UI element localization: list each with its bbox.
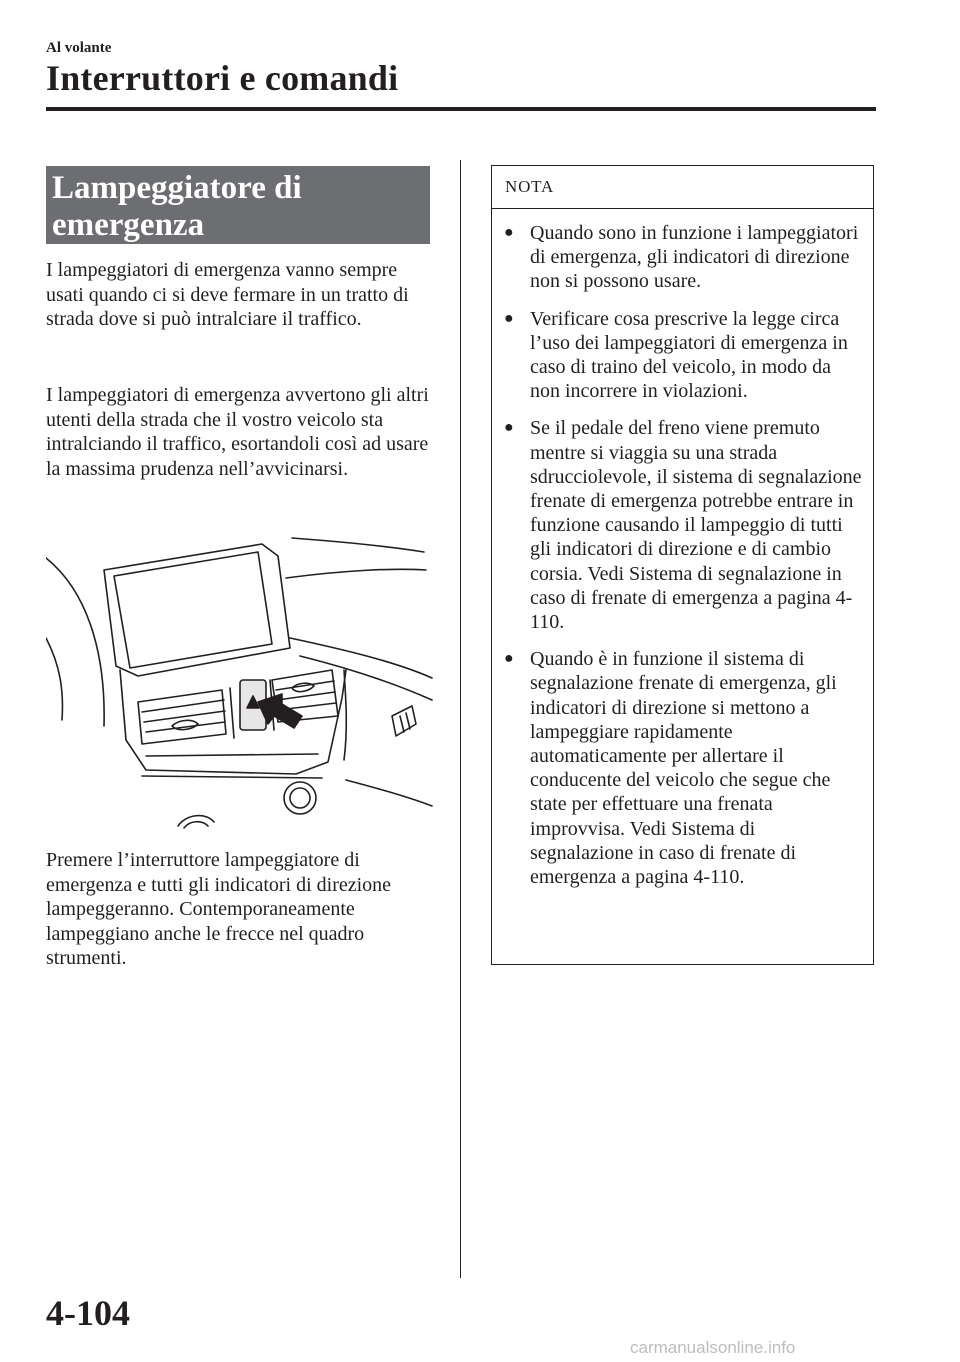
watermark: carmanualsonline.info (630, 1338, 796, 1357)
vent-slat (277, 692, 335, 700)
lower-knob (178, 816, 214, 826)
dashboard-upper-contour (286, 569, 426, 578)
note-item (504, 647, 863, 889)
vent-slat (142, 700, 224, 712)
page-title: Interruttori e comandi (46, 58, 399, 98)
page-number: 4-104 (46, 1293, 130, 1333)
control-knob-inner (290, 788, 310, 808)
chapter-label: Al volante (46, 40, 112, 56)
column-divider (460, 160, 461, 1278)
control-knob (284, 782, 316, 814)
dashboard-illustration (46, 530, 436, 832)
bullet-icon: ● (504, 650, 514, 668)
section-title-line1: Lampeggiatore di (52, 170, 302, 206)
paragraph-instructions: Premere l’interruttore lampeggiatore di emergenza e tutti gli indicatori di direzione lampeggeranno. Contemporaneamente lampeggiano anche le frecce nel quadro strumenti. (46, 849, 392, 969)
switch-bezel (230, 688, 234, 738)
side-switch-line (400, 716, 404, 732)
note-item-text: Se il pedale del freno viene premuto mentre si viaggia su una strada sdrucciolevole, il sistema di segnalazione frenate di emergenza potrebbe entrare in funzione causando il lampeggio di tutti gli indicatori di direzione e di cambio corsia. Vedi Sistema di segnalazione in caso di frenate di emergenza a pagina 4-110. (530, 417, 862, 634)
console-lower-right (346, 780, 432, 806)
display-screen-glass (114, 552, 272, 668)
section-banner (46, 166, 430, 244)
note-item (504, 307, 863, 404)
vent-slat (146, 722, 225, 732)
console-side (344, 670, 346, 760)
lower-knob-inner (184, 822, 208, 828)
console-trim-line (142, 776, 322, 778)
paragraph-usage: I lampeggiatori di emergenza vanno sempre usati quando ci si deve fermare in un tratto di strada dove si può intralciare il traffico. (46, 259, 409, 330)
note-item (504, 221, 863, 294)
paragraph-purpose: I lampeggiatori di emergenza avvertono gli altri utenti della strada che il vostro veicolo sta intralciando il traffico, esortandoli così ad usare la massima prudenza nell’avvicinarsi. (46, 384, 429, 480)
note-item-text: Quando è in funzione il sistema di segnalazione frenate di emergenza, gli indicatori di direzione si mettono a lampeggiare rapidamente automaticamente per allertare il conducente del veicolo che segue che state per effettuare una frenata improvvisa. Vedi Sistema di segnalazione in caso di frenate di emergenza a pagina 4-110. (530, 648, 837, 889)
bullet-icon: ● (504, 309, 514, 327)
note-heading: NOTA (492, 166, 873, 209)
note-item (504, 416, 863, 634)
note-box (491, 165, 874, 965)
vent-knob-left (172, 720, 198, 729)
bullet-icon: ● (504, 419, 514, 437)
section-title-line2: emergenza (52, 207, 205, 243)
note-item-text: Quando sono in funzione i lampeggiatori di emergenza, gli indicatori di direzione non si possono usare. (530, 222, 859, 293)
console-trim-line (146, 754, 318, 756)
vent-slat (276, 681, 334, 690)
bullet-icon: ● (504, 224, 514, 241)
steering-wheel-inner (46, 638, 62, 720)
dashboard-top-edge (292, 538, 424, 552)
steering-wheel-outline (46, 558, 104, 726)
dashboard-lower-contour (290, 638, 432, 678)
note-item-text: Verificare cosa prescrive la legge circa l’uso dei lampeggiatori di emergenza in caso di traino del veicolo, in modo da non incorrere in violazioni. (530, 307, 848, 403)
side-switch-line (406, 713, 410, 729)
header-rule (46, 107, 876, 111)
note-list (492, 209, 873, 889)
